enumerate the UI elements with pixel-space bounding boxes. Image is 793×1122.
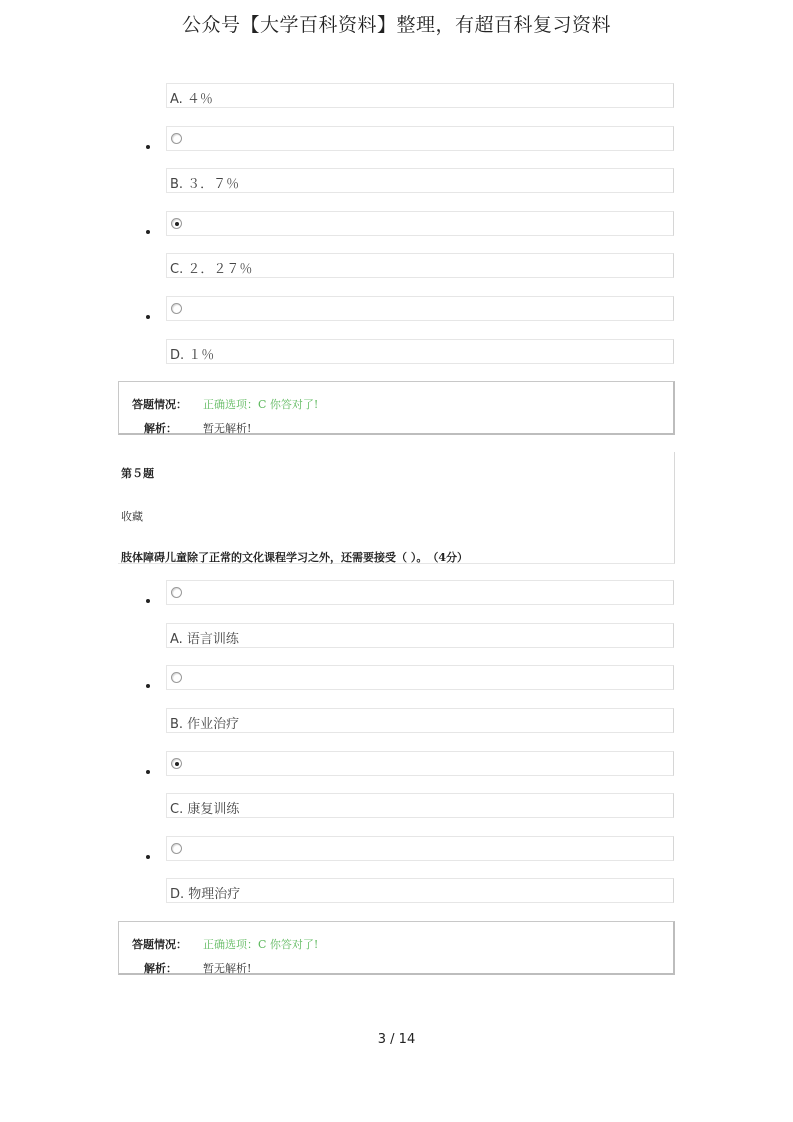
option-c-radio-row[interactable] bbox=[166, 751, 674, 776]
analysis-label: 解析： bbox=[144, 962, 177, 975]
option-b-label: B. ３．７％ bbox=[170, 177, 240, 192]
answer-result-panel bbox=[118, 381, 675, 435]
answer-status-value: 正确选项：C 你答对了! bbox=[203, 938, 319, 951]
option-b-radio-row[interactable] bbox=[166, 126, 674, 151]
analysis-value: 暂无解析! bbox=[203, 962, 252, 975]
list-bullet bbox=[146, 230, 150, 234]
option-b-label: B. 作业治疗 bbox=[170, 717, 240, 732]
answer-result-panel bbox=[118, 921, 675, 975]
option-b-box bbox=[166, 168, 674, 193]
option-b-radio[interactable] bbox=[171, 133, 182, 144]
option-a-radio-row[interactable] bbox=[166, 580, 674, 605]
option-d-radio-row[interactable] bbox=[166, 296, 674, 321]
option-a-label: A. 语言训练 bbox=[170, 632, 239, 647]
option-a-box bbox=[166, 623, 674, 648]
question-text: 肢体障碍儿童除了正常的文化课程学习之外，还需要接受（ ）。 （4分） bbox=[121, 551, 468, 564]
option-c-radio-selected[interactable] bbox=[171, 218, 182, 229]
option-d-radio[interactable] bbox=[171, 303, 182, 314]
option-c-label: C. ２．２７％ bbox=[170, 262, 253, 277]
option-b-radio[interactable] bbox=[171, 672, 182, 683]
option-d-radio-row[interactable] bbox=[166, 836, 674, 861]
list-bullet bbox=[146, 599, 150, 603]
answer-status-label: 答题情况： bbox=[132, 398, 187, 411]
list-bullet bbox=[146, 315, 150, 319]
favorite-link[interactable]: 收藏 bbox=[121, 510, 143, 523]
answer-status-value: 正确选项：C 你答对了! bbox=[203, 398, 319, 411]
option-a-box bbox=[166, 83, 674, 108]
option-c-radio-selected[interactable] bbox=[171, 758, 182, 769]
option-a-radio[interactable] bbox=[171, 587, 182, 598]
option-a-label: A. ４％ bbox=[170, 92, 213, 107]
option-b-box bbox=[166, 708, 674, 733]
question-number: 第５题 bbox=[121, 467, 154, 480]
option-d-box bbox=[166, 878, 674, 903]
option-c-label: C. 康复训练 bbox=[170, 802, 240, 817]
option-c-box bbox=[166, 253, 674, 278]
answer-status-label: 答题情况： bbox=[132, 938, 187, 951]
option-d-label: D. 物理治疗 bbox=[170, 887, 241, 902]
page-number: 3 / 14 bbox=[377, 1032, 416, 1047]
list-bullet bbox=[146, 770, 150, 774]
list-bullet bbox=[146, 855, 150, 859]
list-bullet bbox=[146, 684, 150, 688]
analysis-value: 暂无解析! bbox=[203, 422, 252, 435]
option-b-radio-row[interactable] bbox=[166, 665, 674, 690]
option-d-radio[interactable] bbox=[171, 843, 182, 854]
page-header: 公众号【大学百科资料】整理，有超百科复习资料 bbox=[181, 14, 611, 36]
analysis-label: 解析： bbox=[144, 422, 177, 435]
option-c-box bbox=[166, 793, 674, 818]
option-d-box bbox=[166, 339, 674, 364]
option-d-label: D. １％ bbox=[170, 348, 215, 363]
question-block bbox=[118, 452, 675, 564]
list-bullet bbox=[146, 145, 150, 149]
option-c-radio-row[interactable] bbox=[166, 211, 674, 236]
